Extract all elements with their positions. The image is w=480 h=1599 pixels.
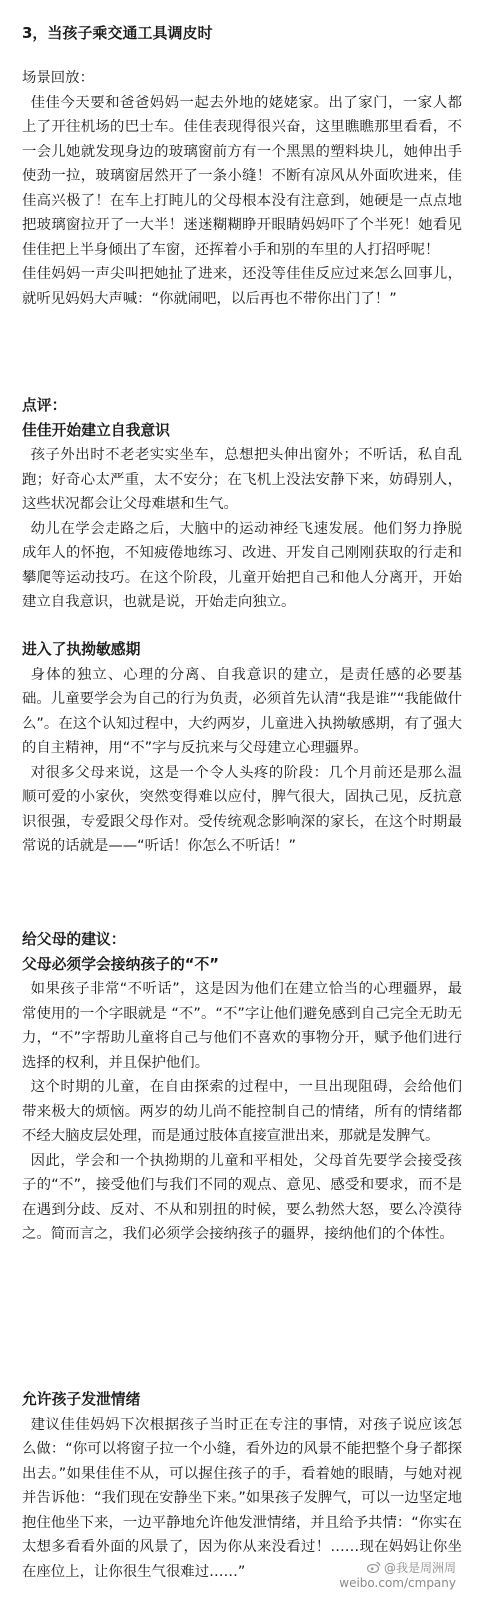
scene-label: 场景回放： bbox=[22, 70, 94, 86]
comment-section bbox=[22, 394, 462, 615]
watermark-handle: @我是周洲周 bbox=[383, 1561, 456, 1575]
page-title: 3，当孩子乘交通工具调皮时 bbox=[22, 24, 213, 42]
watermark-url: weibo.com/cmpany bbox=[339, 1576, 456, 1590]
comment-paragraph: 幼儿在学会走路之后，大脑中的运动神经飞速发展。他们努力挣脱成年人的怀抱，不知疲倦地练习、改进、开发自己刚刚获取的行走和攀爬等运动技巧。在这个阶段，儿童开始把自己和他人分离开，开始建立自我意识，也就是说，开始走向独立。 bbox=[22, 520, 462, 610]
vent-section bbox=[22, 1388, 462, 1584]
comment-paragraph: 孩子外出时不老老实实坐车，总想把头伸出窗外；不听话，私自乱跑；好奇心太严重，太不安分；在飞机上没法安静下来，妨碍别人，这些状况都会让父母难堪和生气。 bbox=[22, 447, 462, 512]
stubborn-paragraph: 对很多父母来说，这是一个令人头疼的阶段：几个月前还是那么温顺可爱的小家伙，突然变得难以应付，脾气很大，固执己见，反抗意识很强，专爱跟父母作对。受传统观念影响深的家长，在这个时期最常说的话就是——“听话！你怎么不听话！” bbox=[22, 764, 462, 854]
stubborn-paragraph: 身体的独立、心理的分离、自我意识的建立，是责任感的必要基础。儿童要学会为自己的行为负责，必须首先认清“我是谁”“我能做什么”。在这个认知过程中，大约两岁，儿童进入执拗敏感期，有了强大的自主精神，用“不”字与反抗来与父母建立心理疆界。 bbox=[22, 666, 462, 756]
vent-paragraph: 建议佳佳妈妈下次根据孩子当时正在专注的事情，对孩子说应该怎么做：“你可以将窗子拉一个小缝，看外边的风景不能把整个身子都探出去。”如果佳佳不从，可以握住孩子的手，看着她的眼睛，与她对视并告诉他：“我们现在安静坐下来。”如果孩子发脾气，可以一边坚定地抱住他坐下来，一边平静地允许他发泄情绪，并且给予共情：“你实在太想多看看外面的风景了，因为你从来没看过！……现在妈妈让你坐在座位上，让你很生气很难过……” bbox=[22, 1416, 462, 1580]
comment-label: 点评： bbox=[22, 397, 67, 414]
advice-heading: 给父母的建议： bbox=[22, 931, 126, 948]
advice-subheading: 父母必须学会接纳孩子的“不” bbox=[22, 955, 220, 973]
scene-section bbox=[22, 66, 462, 311]
advice-section bbox=[22, 928, 462, 1247]
vent-heading: 允许孩子发泄情绪 bbox=[22, 1391, 141, 1408]
stubborn-heading: 进入了执拗敏感期 bbox=[22, 641, 141, 658]
weibo-logo-icon bbox=[367, 1561, 381, 1573]
advice-paragraph: 如果孩子非常“不听话”，这是因为他们在建立恰当的心理疆界，最常使用的一个字眼就是 “不”。“不”字让他们避免感到自己完全无助无力，“不”字帮助儿童将自己与他们不喜欢的事物分开，赋予他们进行选择的权利，并且保护他们。 bbox=[22, 981, 462, 1071]
stubborn-section bbox=[22, 638, 462, 859]
scene-paragraph: 佳佳妈妈一声尖叫把她扯了进来，还没等佳佳反应过来怎么回事儿，就听见妈妈大声喊：“你就闹吧，以后再也不带你出门了！” bbox=[22, 266, 462, 307]
advice-paragraph: 因此，学会和一个执拗期的儿童和平相处，父母首先要学会接受孩子的“不”，接受他们与我们不同的观点、意见、感受和要求，而不是在遇到分歧、反对、不从和别扭的时候，要么勃然大怒，要么冷漠待之。简而言之，我们必须学会接纳孩子的疆界，接纳他们的个体性。 bbox=[22, 1152, 462, 1242]
scene-paragraph: 佳佳今天要和爸爸妈妈一起去外地的姥姥家。出了家门，一家人都上了开往机场的巴士车。佳佳表现得很兴奋，这里瞧瞧那里看看，不一会儿她就发现身边的玻璃窗前方有一个黑黑的塑料块儿，她伸出手使劲一拉，玻璃窗居然开了一条小缝！不断有凉风从外面吹进来，佳佳高兴极了！在车上打盹儿的父母根本没有注意到，她硬是一点点地把玻璃窗拉开了一大半！迷迷糊糊睁开眼睛妈妈吓了个半死！她看见佳佳把上半身倾出了车窗，还挥着小手和别的车里的人打招呼呢！ bbox=[22, 94, 462, 258]
weibo-watermark bbox=[339, 1561, 456, 1591]
comment-subheading: 佳佳开始建立自我意识 bbox=[22, 421, 170, 439]
advice-paragraph: 这个时期的儿童，在自由探索的过程中，一旦出现阻碍，会给他们带来极大的烦恼。两岁的幼儿尚不能控制自己的情绪，所有的情绪都不经大脑皮层处理，而是通过肢体直接宣泄出来，那就是发脾气。 bbox=[22, 1079, 462, 1144]
